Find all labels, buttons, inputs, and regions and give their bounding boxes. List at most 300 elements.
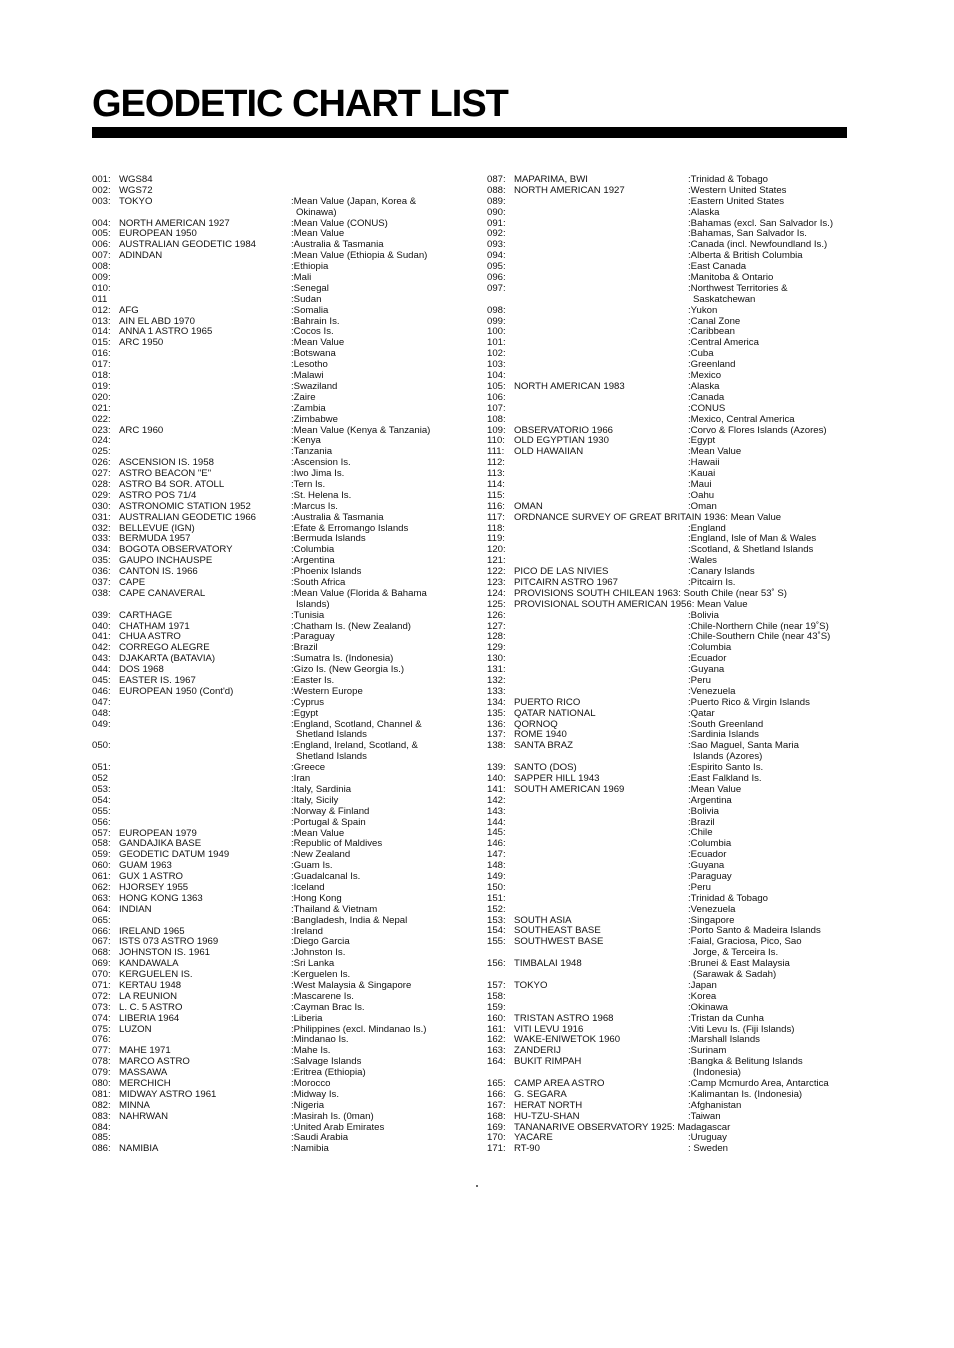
datum-region-line1: :Maui	[688, 478, 712, 490]
datum-region-line1: :Brazil	[688, 816, 715, 828]
datum-region-line1: :Trinidad & Tobago	[688, 174, 768, 185]
entry-number: 055:	[92, 805, 111, 817]
entry-number: 015:	[92, 337, 111, 349]
datum-entry	[92, 567, 452, 578]
entry-number: 168:	[487, 1110, 506, 1122]
datum-region-line1: :Yukon	[688, 304, 718, 316]
datum-region-line1: :Peru	[688, 674, 711, 686]
datum-entry	[487, 894, 867, 905]
entry-number: 034:	[92, 544, 111, 556]
datum-region-line1: :Chile-Northern Chile (near 19˚S)	[688, 620, 829, 632]
datum-name: WGS72	[119, 184, 153, 196]
datum-region-line1: :Alberta & British Columbia	[688, 250, 803, 262]
datum-entry	[92, 273, 452, 284]
datum-region	[291, 741, 418, 763]
datum-entry	[487, 1014, 867, 1025]
entry-number: 085:	[92, 1132, 111, 1144]
datum-name: KERGUELEN IS.	[119, 969, 193, 981]
datum-name: BOGOTA OBSERVATORY	[119, 544, 233, 556]
entry-number: 005:	[92, 228, 111, 240]
datum-region-line1: :Bermuda Islands	[291, 533, 366, 545]
datum-region-line1: :Kenya	[291, 435, 321, 447]
datum-name: LA REUNION	[119, 990, 178, 1002]
entry-number: 007:	[92, 250, 111, 262]
datum-region-line1: :Gizo Is. (New Georgia Is.)	[291, 664, 405, 676]
datum-region-line1: :Afghanistan	[688, 1099, 742, 1111]
entry-number: 171:	[487, 1143, 506, 1155]
entry-number: 031:	[92, 511, 111, 523]
datum-name: ASTRO BEACON "E"	[119, 468, 212, 480]
entry-number: 080:	[92, 1077, 111, 1089]
datum-name: TOKYO	[119, 195, 153, 207]
datum-entry	[487, 327, 867, 338]
datum-region-line1: :Salvage Islands	[291, 1056, 362, 1068]
datum-region-line1: :South Greenland	[688, 718, 764, 730]
entry-number: 049:	[92, 718, 111, 730]
datum-entry	[487, 273, 867, 284]
datum-name: YACARE	[514, 1132, 553, 1144]
entry-number: 159:	[487, 1001, 506, 1013]
datum-entry	[92, 785, 452, 796]
entry-number: 039:	[92, 609, 111, 621]
datum-region-line1: :Central America	[688, 337, 759, 349]
datum-name: EASTER IS. 1967	[119, 675, 196, 686]
datum-entry	[92, 1003, 452, 1014]
datum-entry	[487, 665, 867, 676]
datum-region-line1: :Trinidad & Tobago	[688, 892, 768, 904]
datum-name: AIN EL ABD 1970	[119, 315, 195, 327]
datum-name: NORTH AMERICAN 1927	[514, 184, 625, 196]
entry-number: 066:	[92, 925, 111, 937]
datum-entry	[92, 393, 452, 404]
entry-number: 017:	[92, 359, 111, 371]
datum-region-line1: :Masirah Is. (0man)	[291, 1110, 374, 1122]
datum-entry	[487, 219, 867, 230]
datum-region-line1: :Bahrain Is.	[291, 315, 340, 327]
datum-region-line1: :Hawaii	[688, 457, 720, 469]
datum-region-line1: :Pitcairn Is.	[688, 576, 736, 588]
datum-region-line1: :Italy, Sicily	[291, 794, 339, 806]
datum-region-line1: :Chile	[688, 827, 713, 839]
datum-region	[291, 1144, 329, 1155]
datum-region-line1: :Canal Zone	[688, 315, 741, 327]
entry-number: 056:	[92, 816, 111, 828]
datum-entry	[487, 1133, 867, 1144]
entry-number: 052	[92, 773, 109, 785]
entry-number: 140:	[487, 773, 506, 785]
datum-entry	[487, 959, 867, 981]
datum-name: GUAM 1963	[119, 860, 172, 872]
datum-region-line1: :Liberia	[291, 1012, 323, 1024]
datum-region-line1: :Tern Is.	[291, 478, 326, 490]
entry-number: 169:	[487, 1121, 506, 1133]
datum-name: QATAR NATIONAL	[514, 707, 596, 719]
datum-entry	[487, 785, 867, 796]
entry-number: 078:	[92, 1056, 111, 1068]
datum-region-line1: :Eastern United States	[688, 195, 784, 207]
datum-name: NORTH AMERICAN 1983	[514, 380, 625, 392]
entry-number: 113:	[487, 468, 505, 480]
datum-region-line1: :Bangladesh, India & Nepal	[291, 914, 408, 926]
entry-number: 022:	[92, 413, 111, 425]
datum-region-line1: :Morocco	[291, 1077, 331, 1089]
datum-entry	[487, 284, 867, 306]
datum-entry	[487, 491, 867, 502]
entry-number: 158:	[487, 990, 506, 1002]
entry-number: 118:	[487, 522, 505, 534]
datum-region-line1: :Greenland	[688, 359, 736, 371]
datum-region-line1: :Hong Kong	[291, 892, 342, 904]
entry-number: 045:	[92, 675, 111, 686]
entry-number: 149:	[487, 871, 506, 883]
datum-entry	[487, 480, 867, 491]
datum-name: HJORSEY 1955	[119, 881, 189, 893]
datum-region-line1: :Columbia	[688, 838, 732, 850]
datum-name: MIDWAY ASTRO 1961	[119, 1088, 217, 1100]
entry-number: 161:	[487, 1023, 506, 1035]
entry-number: 013:	[92, 315, 111, 327]
entry-number: 089:	[487, 195, 506, 207]
datum-region-line1: :Tristan da Cunha	[688, 1012, 764, 1024]
entry-full-line: ORDNANCE SURVEY OF GREAT BRITAIN 1936: Mean Value	[514, 511, 782, 523]
datum-name: DJAKARTA (BATAVIA)	[119, 653, 216, 665]
datum-region-line1: :Sri Lanka	[291, 958, 335, 970]
datum-region-line1: :Bangka & Belitung Islands	[688, 1056, 803, 1068]
datum-entry	[92, 436, 452, 447]
datum-region-line1: :Ascension Is.	[291, 457, 351, 469]
datum-name: ISTS 073 ASTRO 1969	[119, 936, 219, 948]
datum-entry	[487, 513, 867, 524]
datum-region-line1: :Mean Value (Ethiopia & Sudan)	[291, 250, 428, 262]
entry-number: 110:	[487, 435, 505, 447]
datum-region-line1: :Swaziland	[291, 380, 338, 392]
entry-number: 060:	[92, 860, 111, 872]
datum-region-line1: :Tanzania	[291, 446, 333, 458]
entry-number: 124:	[487, 587, 506, 599]
entry-number: 099:	[487, 315, 506, 327]
datum-name: MAHE 1971	[119, 1045, 171, 1057]
entry-number: 004:	[92, 217, 111, 229]
datum-region	[291, 720, 422, 742]
datum-region-line1: :Scotland, & Shetland Islands	[688, 544, 814, 556]
datum-region-line1: :Botswana	[291, 348, 336, 360]
datum-region-line1: :Iwo Jima Is.	[291, 468, 345, 480]
entry-number: 054:	[92, 794, 111, 806]
datum-entry	[487, 393, 867, 404]
datum-region-line1: :Australia & Tasmania	[291, 239, 384, 251]
datum-region-line1: :Cuba	[688, 348, 714, 360]
datum-entry	[487, 632, 867, 643]
entry-number: 051:	[92, 762, 111, 774]
entry-number: 050:	[92, 740, 111, 752]
entry-number: 126:	[487, 609, 506, 621]
datum-region-line1: :Canary Islands	[688, 566, 755, 578]
entry-number: 070:	[92, 969, 111, 981]
datum-name: IRELAND 1965	[119, 925, 185, 937]
datum-region-line1: :Mean Value (Japan, Korea &	[291, 195, 417, 207]
datum-region-line1: :Qatar	[688, 707, 715, 719]
datum-name: BERMUDA 1957	[119, 533, 191, 545]
title-underline-bar	[92, 127, 847, 138]
datum-region-line1: :Columbia	[688, 642, 732, 654]
datum-region-line1: :Ireland	[291, 925, 323, 937]
datum-name: AFG	[119, 304, 139, 316]
datum-entry	[92, 698, 452, 709]
datum-region-line1: :England	[688, 522, 726, 534]
datum-entry	[92, 371, 452, 382]
datum-region-line1: :Venezuela	[688, 685, 736, 697]
datum-entry	[487, 447, 867, 458]
entry-number: 146:	[487, 838, 506, 850]
datum-entry	[487, 1003, 867, 1014]
entry-number: 093:	[487, 239, 506, 251]
datum-entry	[92, 382, 452, 393]
datum-name: GUX 1 ASTRO	[119, 871, 183, 883]
entry-number: 059:	[92, 849, 111, 861]
datum-entry	[92, 502, 452, 513]
datum-entry	[487, 458, 867, 469]
datum-name: L. C. 5 ASTRO	[119, 1001, 183, 1013]
datum-region-line1: :Alaska	[688, 206, 720, 218]
datum-name: SOUTH AMERICAN 1969	[514, 783, 625, 795]
datum-entry	[487, 251, 867, 262]
datum-region-line1: :England, Isle of Man & Wales	[688, 533, 817, 545]
entry-number: 141:	[487, 783, 506, 795]
datum-name: CHATHAM 1971	[119, 620, 190, 632]
datum-region-line1: :Wales	[688, 555, 717, 567]
datum-entry	[92, 404, 452, 415]
entry-number: 021:	[92, 402, 111, 414]
datum-region-line1: :Namibia	[291, 1143, 329, 1155]
datum-name: AUSTRALIAN GEODETIC 1984	[119, 239, 257, 251]
entry-number: 115:	[487, 489, 505, 501]
datum-region-line1: :Norway & Finland	[291, 805, 370, 817]
entry-number: 129:	[487, 642, 506, 654]
datum-name: TRISTAN ASTRO 1968	[514, 1012, 614, 1024]
datum-region-line1: :Nigeria	[291, 1099, 325, 1111]
entry-number: 075:	[92, 1023, 111, 1035]
entry-number: 164:	[487, 1056, 506, 1068]
datum-region-line1: :Columbia	[291, 544, 335, 556]
datum-region-line1: :Mean Value (Florida & Bahama	[291, 587, 427, 599]
entry-number: 095:	[487, 261, 506, 273]
datum-region-line1: :Viti Levu Is. (Fiji Islands)	[688, 1023, 795, 1035]
datum-entry	[92, 1112, 452, 1123]
datum-entry	[487, 796, 867, 807]
datum-entry	[92, 262, 452, 273]
entry-number: 082:	[92, 1099, 111, 1111]
entry-number: 037:	[92, 576, 111, 588]
datum-name: CORREGO ALEGRE	[119, 642, 210, 654]
datum-region-line1: :Peru	[688, 881, 711, 893]
entry-number: 128:	[487, 631, 506, 643]
entry-number: 036:	[92, 566, 111, 578]
datum-name: ANNA 1 ASTRO 1965	[119, 326, 213, 338]
datum-region	[291, 589, 427, 611]
datum-region-line1: :Ethiopia	[291, 261, 329, 273]
datum-name: MERCHICH	[119, 1077, 171, 1089]
datum-entry	[487, 360, 867, 371]
datum-name: OMAN	[514, 500, 543, 512]
datum-region-line1: :Portugal & Spain	[291, 816, 366, 828]
entry-number: 134:	[487, 696, 506, 708]
datum-entry	[92, 589, 452, 611]
entry-number: 166:	[487, 1088, 506, 1100]
datum-region-line1: :Alaska	[688, 380, 720, 392]
datum-region-line1: : Sweden	[688, 1143, 729, 1155]
datum-region-line1: :Porto Santo & Madeira Islands	[688, 925, 821, 937]
entry-number: 152:	[487, 903, 506, 915]
datum-entry	[92, 295, 452, 306]
entry-number: 001:	[92, 174, 111, 185]
entry-number: 120:	[487, 544, 506, 556]
datum-entry	[487, 382, 867, 393]
datum-entry	[487, 338, 867, 349]
datum-entry	[92, 306, 452, 317]
datum-region-line1: :Mean Value	[688, 446, 742, 458]
entry-number: 138:	[487, 740, 506, 752]
entry-number: 103:	[487, 359, 506, 371]
entry-number: 026:	[92, 457, 111, 469]
datum-entry	[487, 643, 867, 654]
entry-number: 011	[92, 293, 108, 305]
datum-region-line1: :Easter Is.	[291, 675, 335, 686]
datum-name: CAPE	[119, 576, 146, 588]
datum-entry	[487, 317, 867, 328]
datum-region-line1: :Republic of Maldives	[291, 838, 383, 850]
datum-name: CAPE CANAVERAL	[119, 587, 206, 599]
entry-number: 163:	[487, 1045, 506, 1057]
entry-number: 136:	[487, 718, 506, 730]
datum-name: NAMIBIA	[119, 1143, 159, 1155]
entry-number: 067:	[92, 936, 111, 948]
datum-region-line2: (Indonesia)	[693, 1067, 741, 1079]
datum-entry	[487, 937, 867, 959]
entry-number: 071:	[92, 979, 111, 991]
datum-region-line1: :Mean Value	[291, 337, 345, 349]
datum-entry	[487, 828, 867, 839]
datum-name: ZANDERIJ	[514, 1045, 561, 1057]
entry-number: 109:	[487, 424, 506, 436]
entry-number: 101:	[487, 337, 506, 349]
entry-number: 112:	[487, 457, 505, 469]
datum-region-line1: :Mexico	[688, 370, 722, 382]
datum-region-line1: :Brunei & East Malaysia	[688, 958, 790, 970]
datum-region	[688, 502, 717, 513]
entry-number: 010:	[92, 282, 111, 294]
datum-entry	[487, 262, 867, 273]
entry-number: 167:	[487, 1099, 506, 1111]
datum-name: OLD HAWAIIAN	[514, 446, 584, 458]
entry-number: 131:	[487, 664, 506, 676]
datum-region-line1: :Camp Mcmurdo Area, Antarctica	[688, 1078, 829, 1089]
datum-name: ROME 1940	[514, 729, 567, 741]
entry-number: 076:	[92, 1034, 111, 1046]
page-mark	[476, 1185, 478, 1187]
datum-name: TIMBALAI 1948	[514, 958, 582, 970]
entry-number: 041:	[92, 631, 111, 643]
datum-name: SOUTHWEST BASE	[514, 936, 604, 948]
right-column-list	[487, 175, 867, 1155]
datum-region-line1: :Mindanao Is.	[291, 1034, 349, 1046]
entry-number: 006:	[92, 239, 111, 251]
datum-region-line1: :Mean Value	[291, 827, 345, 839]
entry-number: 145:	[487, 827, 506, 839]
entry-number: 081:	[92, 1088, 111, 1100]
datum-region-line1: :Malawi	[291, 370, 324, 382]
datum-region-line1: :Mahe Is.	[291, 1045, 331, 1057]
entry-number: 063:	[92, 892, 111, 904]
datum-region-line1: :Mascarene Is.	[291, 990, 354, 1002]
datum-entry	[487, 839, 867, 850]
datum-name: ASTRONOMIC STATION 1952	[119, 500, 251, 512]
datum-entry	[487, 872, 867, 883]
datum-region-line1: :Surinam	[688, 1045, 727, 1057]
datum-name: AUSTRALIAN GEODETIC 1966	[119, 511, 257, 523]
entry-number: 155:	[487, 936, 506, 948]
entry-number: 042:	[92, 642, 111, 654]
datum-name: MINNA	[119, 1099, 150, 1111]
datum-name: MASSAWA	[119, 1067, 168, 1079]
datum-region-line1: :Korea	[688, 990, 717, 1002]
datum-region	[688, 937, 802, 959]
datum-entry	[92, 426, 452, 437]
datum-entry	[92, 687, 452, 698]
datum-region-line1: :Puerto Rico & Virgin Islands	[688, 696, 810, 708]
datum-region-line1: :Corvo & Flores Islands (Azores)	[688, 424, 827, 436]
datum-region-line1: :Italy, Sardinia	[291, 783, 352, 795]
datum-name: GANDAJIKA BASE	[119, 838, 202, 850]
entry-full-line: PROVISIONAL SOUTH AMERICAN 1956: Mean Value	[514, 598, 748, 610]
datum-name: QORNOQ	[514, 718, 558, 730]
entry-full-line: PROVISIONS SOUTH CHILEAN 1963: South Chile (near 53˚ S)	[514, 587, 787, 599]
datum-region	[688, 1057, 803, 1079]
datum-entry	[92, 763, 452, 774]
datum-name: RT-90	[514, 1143, 540, 1155]
datum-region-line1: :Kalimantan Is. (Indonesia)	[688, 1088, 803, 1100]
datum-name: NAHRWAN	[119, 1110, 169, 1122]
datum-region	[688, 1144, 728, 1155]
entry-number: 125:	[487, 598, 506, 610]
datum-region-line1: :Mali	[291, 272, 312, 284]
entry-number: 079:	[92, 1067, 111, 1079]
datum-region-line1: :Lesotho	[291, 359, 328, 371]
datum-entry	[92, 796, 452, 807]
entry-number: 123:	[487, 576, 506, 588]
datum-name: G. SEGARA	[514, 1088, 567, 1100]
datum-region	[291, 197, 416, 219]
entry-number: 116:	[487, 500, 505, 512]
datum-entry	[487, 186, 867, 197]
datum-name: PICO DE LAS NIVIES	[514, 566, 609, 578]
datum-region-line1: :Senegal	[291, 282, 329, 294]
datum-region-line1: :East Canada	[688, 261, 747, 273]
datum-entry	[92, 1025, 452, 1036]
entry-number: 157:	[487, 979, 506, 991]
datum-entry	[487, 1057, 867, 1079]
datum-entry	[92, 360, 452, 371]
datum-region-line1: :Eritrea (Ethiopia)	[291, 1067, 366, 1079]
datum-region-line1: :Canada	[688, 391, 725, 403]
entry-number: 151:	[487, 892, 506, 904]
datum-name: GAUPO INCHAUSPE	[119, 555, 213, 567]
entry-number: 040:	[92, 620, 111, 632]
datum-entry	[487, 861, 867, 872]
entry-number: 023:	[92, 424, 111, 436]
datum-region-line1: :Egypt	[688, 435, 716, 447]
entry-number: 012:	[92, 304, 111, 316]
datum-name: CARTHAGE	[119, 609, 173, 621]
